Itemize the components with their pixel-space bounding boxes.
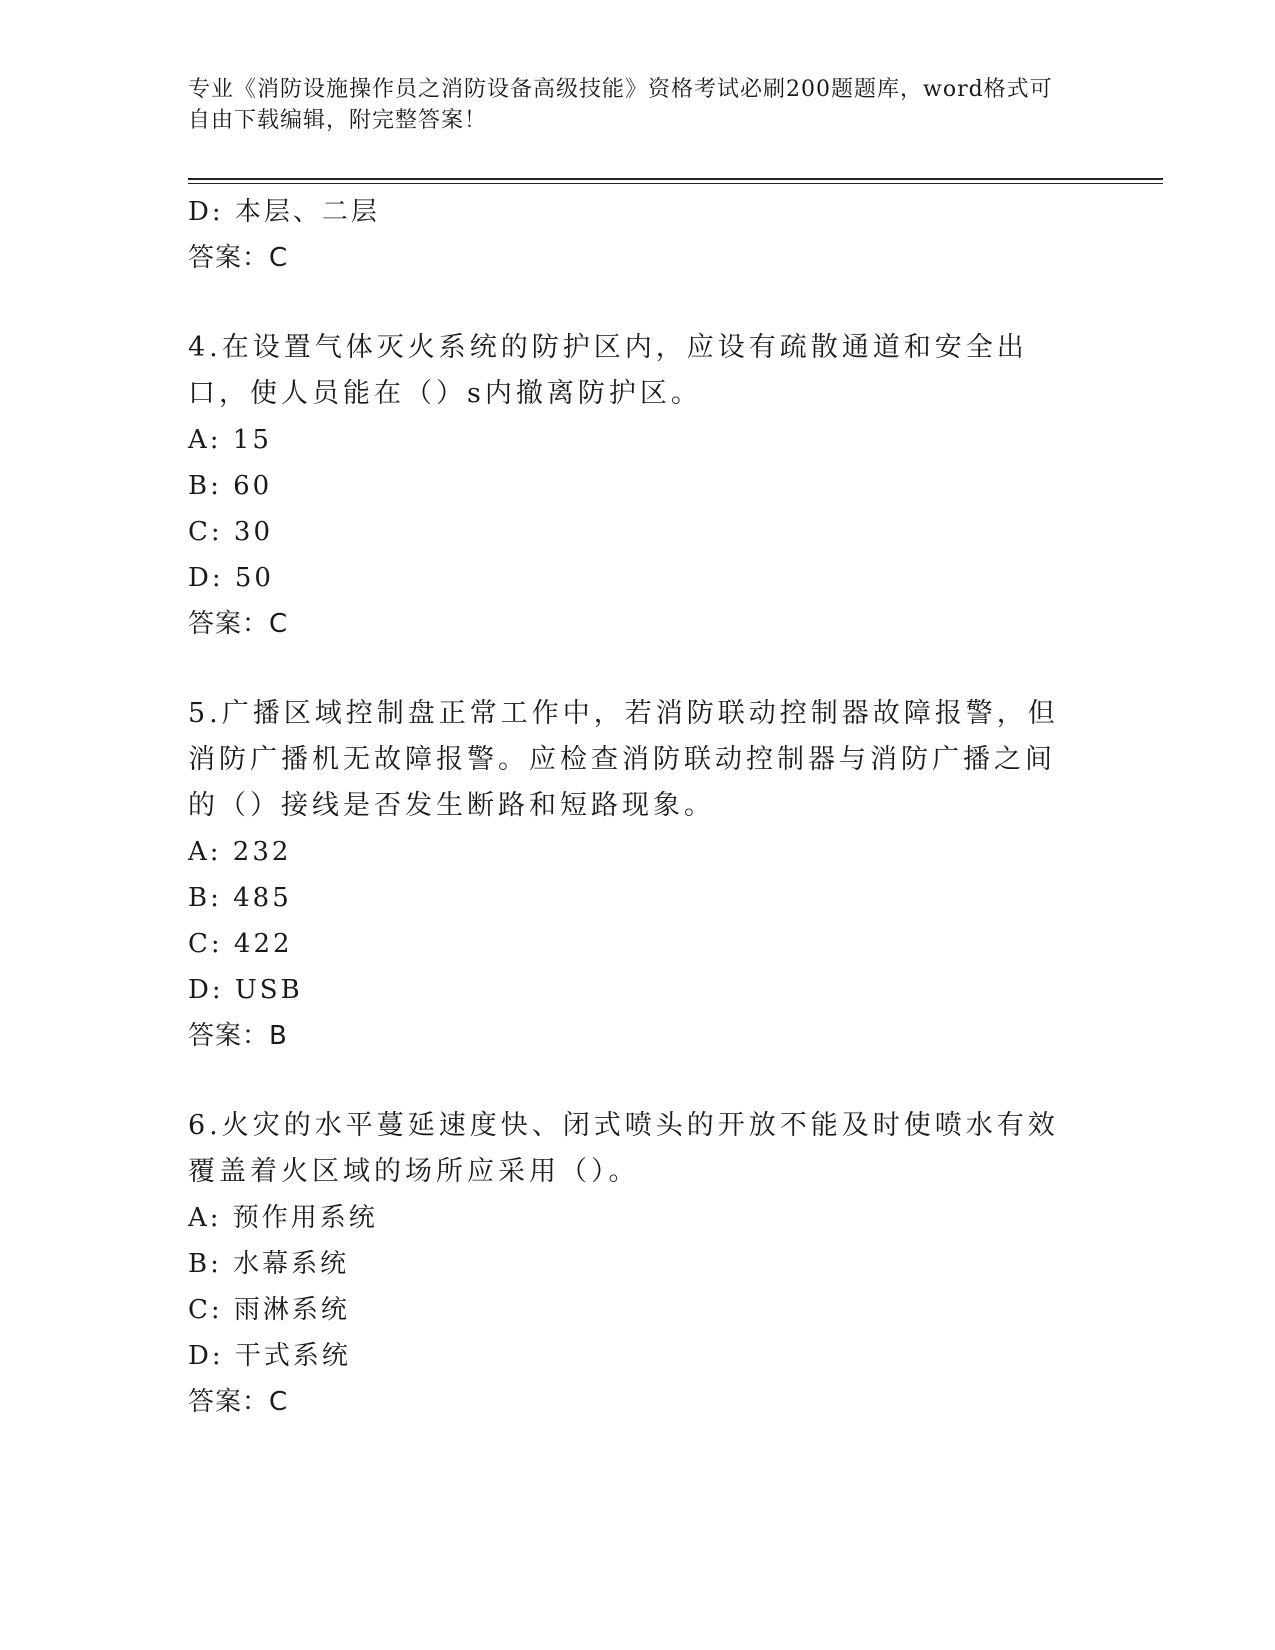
option-a: A: 15 [188, 425, 272, 455]
answer: 答案：C [188, 243, 289, 273]
option-d: D: 50 [188, 563, 274, 593]
option-d: D: 本层、二层 [188, 197, 380, 227]
question-list [188, 189, 1068, 1425]
question-5 [188, 691, 1068, 1059]
question-stem: 5.广播区域控制盘正常工作中，若消防联动控制器故障报警，但消防广播机无故障报警。应检查消防联动控制器与消防广播之间的（）接线是否发生断路和短路现象。 [188, 698, 1059, 821]
question-stem: 4.在设置气体灭火系统的防护区内，应设有疏散通道和安全出口，使人员能在（）s内撤离防护区。 [188, 332, 1028, 409]
header-divider-thick [188, 178, 1163, 180]
answer: 答案：B [188, 1021, 288, 1051]
option-b: B: 485 [188, 883, 292, 913]
option-c: C: 雨淋系统 [188, 1295, 350, 1325]
option-d: D: 干式系统 [188, 1341, 351, 1371]
option-a: A: 预作用系统 [188, 1203, 378, 1233]
question-6 [188, 1103, 1068, 1425]
question-stem: 6.火灾的水平蔓延速度快、闭式喷头的开放不能及时使喷水有效覆盖着火区域的场所应采用（）。 [188, 1110, 1059, 1187]
header-divider-thin [188, 183, 1163, 184]
option-c: C: 422 [188, 929, 293, 959]
question-4 [188, 325, 1068, 647]
option-b: B: 60 [188, 471, 273, 501]
answer: 答案：C [188, 1387, 289, 1417]
option-d: D: USB [188, 975, 303, 1005]
option-b: B: 水幕系统 [188, 1249, 350, 1279]
document-header: 专业《消防设施操作员之消防设备高级技能》资格考试必刷200题题库，word格式可自由下载编辑，附完整答案！ [188, 77, 1053, 133]
option-a: A: 232 [188, 837, 292, 867]
option-c: C: 30 [188, 517, 274, 547]
question-3-tail [188, 189, 1068, 281]
answer: 答案：C [188, 609, 289, 639]
